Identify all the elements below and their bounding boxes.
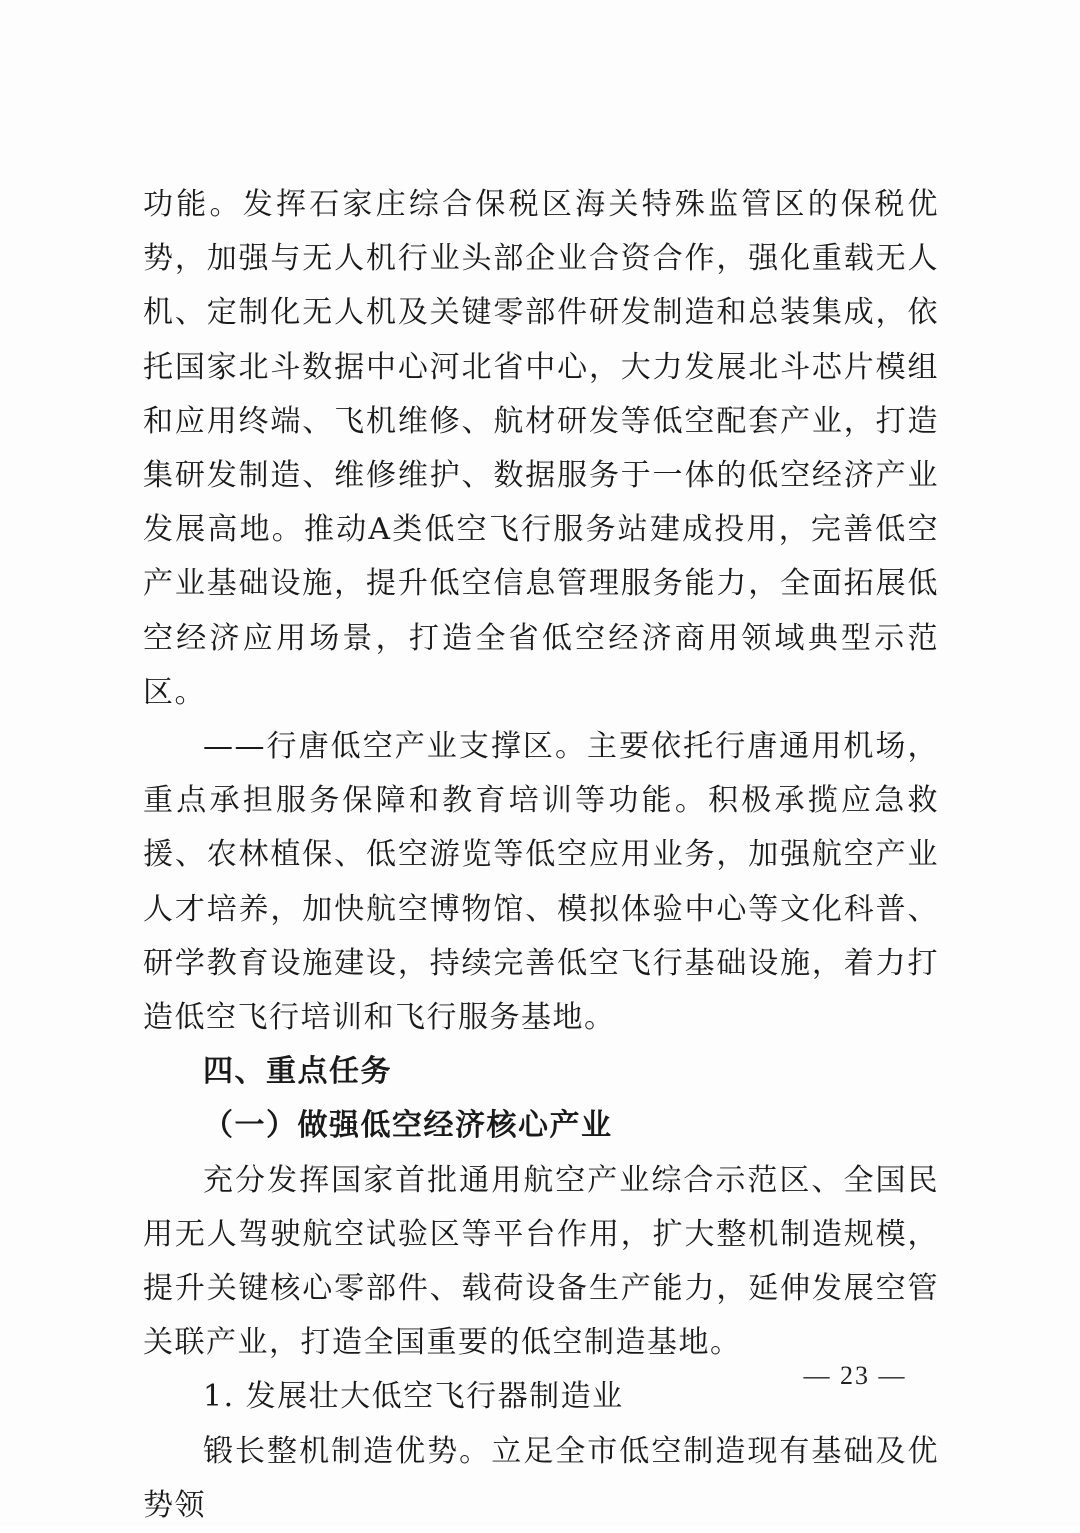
section-heading-key-tasks: 四、重点任务 <box>203 1054 392 1090</box>
item-heading-aircraft-manufacturing: 1. 发展壮大低空飞行器制造业 <box>203 1379 624 1415</box>
subsection-heading-core-industry: （一）做强低空经济核心产业 <box>203 1108 613 1144</box>
paragraph-xingtang-support-zone: ——行唐低空产业支撑区。主要依托行唐通用机场，重点承担服务保障和教育培训等功能。积极承揽应急救援、农林植保、低空游览等低空应用业务，加强航空产业人才培养，加快航空博物馆、模拟体验中心等文化科普、研学教育设施建设，持续完善低空飞行基础设施，着力打造低空飞行培训和飞行服务基地。 <box>143 729 939 1036</box>
document-body <box>143 178 939 1533</box>
paragraph-shijiazhuang-functions: 功能。发挥石家庄综合保税区海关特殊监管区的保税优势，加强与无人机行业头部企业合资合作，强化重载无人机、定制化无人机及关键零部件研发制造和总装集成，依托国家北斗数据中心河北省中心，大力发展北斗芯片模组和应用终端、飞机维修、航材研发等低空配套产业，打造集研发制造、维修维护、数据服务于一体的低空经济产业发展高地。推动A类低空飞行服务站建成投用，完善低空产业基础设施，提升低空信息管理服务能力，全面拓展低空经济应用场景，打造全省低空经济商用领域典型示范区。 <box>143 187 939 710</box>
paragraph-manufacturing-advantage: 锻长整机制造优势。立足全市低空制造现有基础及优势领 <box>143 1433 939 1523</box>
page-number: — 23 — <box>803 1361 907 1390</box>
paragraph-core-industry: 充分发挥国家首批通用航空产业综合示范区、全国民用无人驾驶航空试验区等平台作用，扩大整机制造规模，提升关键核心零部件、载荷设备生产能力，延伸发展空管关联产业，打造全国重要的低空制造基地。 <box>143 1162 939 1361</box>
